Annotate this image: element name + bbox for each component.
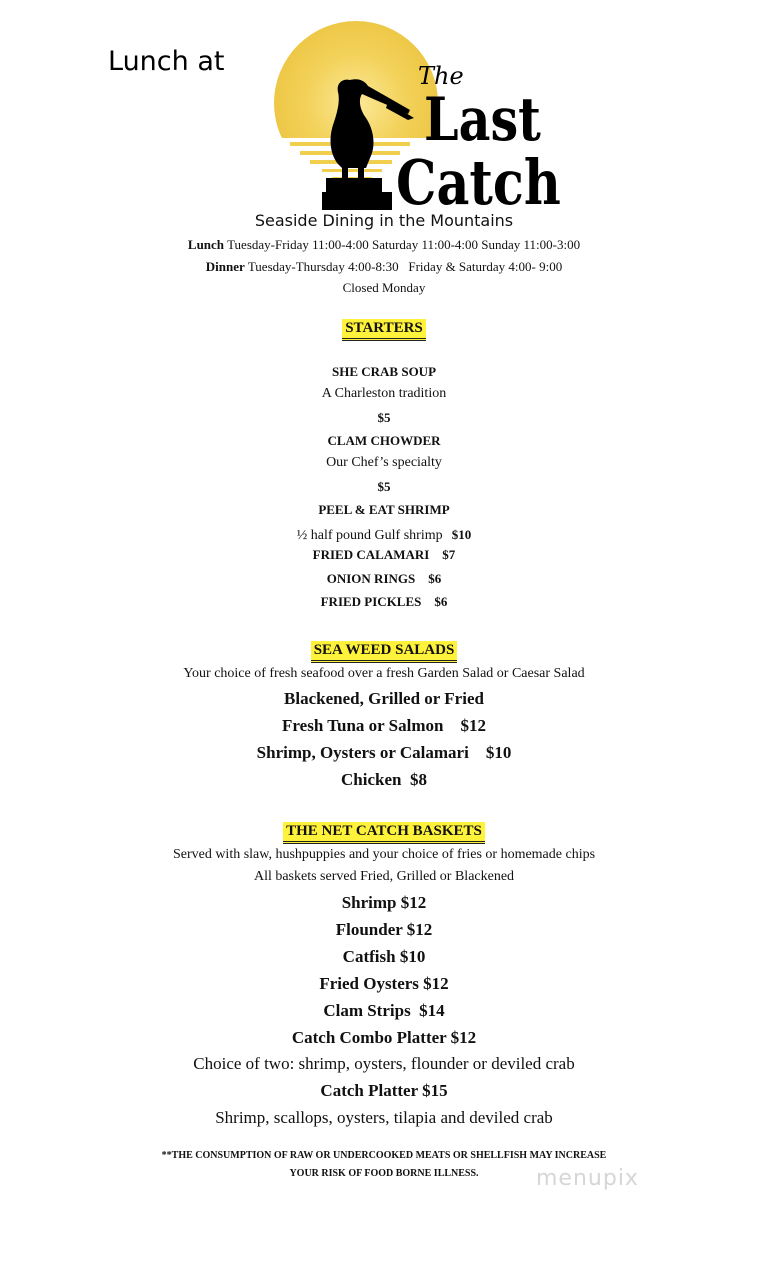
dinner-hours-label: Dinner [205, 259, 245, 274]
salads-intro: Your choice of fresh seafood over a fresh Garden Salad or Caesar Salad [183, 666, 585, 681]
menu-item-price: $5 [377, 410, 391, 425]
baskets-intro: Served with slaw, hushpuppies and your choice of fries or homemade chips [172, 847, 596, 862]
disclaimer-line-2: YOUR RISK OF FOOD BORNE ILLNESS. [289, 1168, 479, 1179]
closed-notice: Closed Monday [342, 280, 426, 295]
basket-line: Fried Oysters $12 [319, 974, 449, 993]
basket-line: Catch Combo Platter $12 [291, 1028, 477, 1047]
starters-title: STARTERS [342, 319, 426, 341]
menu-item: ONION RINGS $6 [326, 571, 442, 586]
salads-section [0, 639, 768, 663]
salad-line: Shrimp, Oysters or Calamari $10 [256, 743, 512, 762]
salad-line: Blackened, Grilled or Fried [284, 689, 484, 708]
salads-title: SEA WEED SALADS [311, 641, 458, 663]
menu-item-desc: A Charleston tradition [321, 386, 447, 401]
menu-item-price: $5 [377, 479, 391, 494]
basket-line: Shrimp $12 [341, 893, 427, 912]
disclaimer-line-1: **THE CONSUMPTION OF RAW OR UNDERCOOKED MEATS OR SHELLFISH MAY INCREASE [161, 1150, 607, 1161]
salad-line: Fresh Tuna or Salmon $12 [282, 716, 486, 735]
menu-item-price: $10 [451, 527, 472, 542]
dinner-hours-text: Tuesday-Thursday 4:00-8:30 Friday & Saturday 4:00- 9:00 [247, 259, 563, 274]
logo-catch-text: Catch [396, 147, 561, 210]
logo-last-text: Last [424, 83, 541, 155]
last-catch-logo [238, 18, 578, 210]
basket-line: Catfish $10 [342, 947, 426, 966]
starters-section [0, 317, 768, 341]
basket-line: Catch Platter $15 [320, 1081, 448, 1100]
menupix-watermark: menupix [536, 1166, 639, 1191]
menu-item: PEEL & EAT SHRIMP [318, 502, 450, 517]
menu-item-line [0, 524, 768, 544]
menu-item: FRIED PICKLES $6 [320, 594, 448, 609]
basket-desc: Shrimp, scallops, oysters, tilapia and deviled crab [215, 1108, 553, 1127]
basket-line: Flounder $12 [335, 920, 433, 939]
menu-item: FRIED CALAMARI $7 [312, 547, 456, 562]
lunch-hours-text: Tuesday-Friday 11:00-4:00 Saturday 11:00-4:00 Sunday 11:00-3:00 [227, 237, 581, 252]
menu-item: CLAM CHOWDER [327, 433, 441, 448]
menu-item: SHE CRAB SOUP [331, 364, 437, 379]
menu-item-desc: ½ half pound Gulf shrimp [296, 528, 443, 543]
basket-line: Clam Strips $14 [323, 1001, 445, 1020]
basket-desc: Choice of two: shrimp, oysters, flounder or deviled crab [193, 1054, 575, 1073]
salad-line: Chicken $8 [341, 770, 427, 789]
logo-the-text: The [418, 62, 464, 90]
lunch-hours [0, 237, 768, 253]
lunch-hours-label: Lunch [187, 237, 225, 252]
tagline: Seaside Dining in the Mountains [254, 211, 514, 230]
menu-item-desc: Our Chef’s specialty [326, 455, 442, 470]
dinner-hours [0, 259, 768, 275]
lunch-at-heading: Lunch at [108, 46, 225, 77]
baskets-section [0, 820, 768, 844]
baskets-title: THE NET CATCH BASKETS [283, 822, 485, 844]
baskets-intro-2: All baskets served Fried, Grilled or Blackened [253, 869, 515, 884]
